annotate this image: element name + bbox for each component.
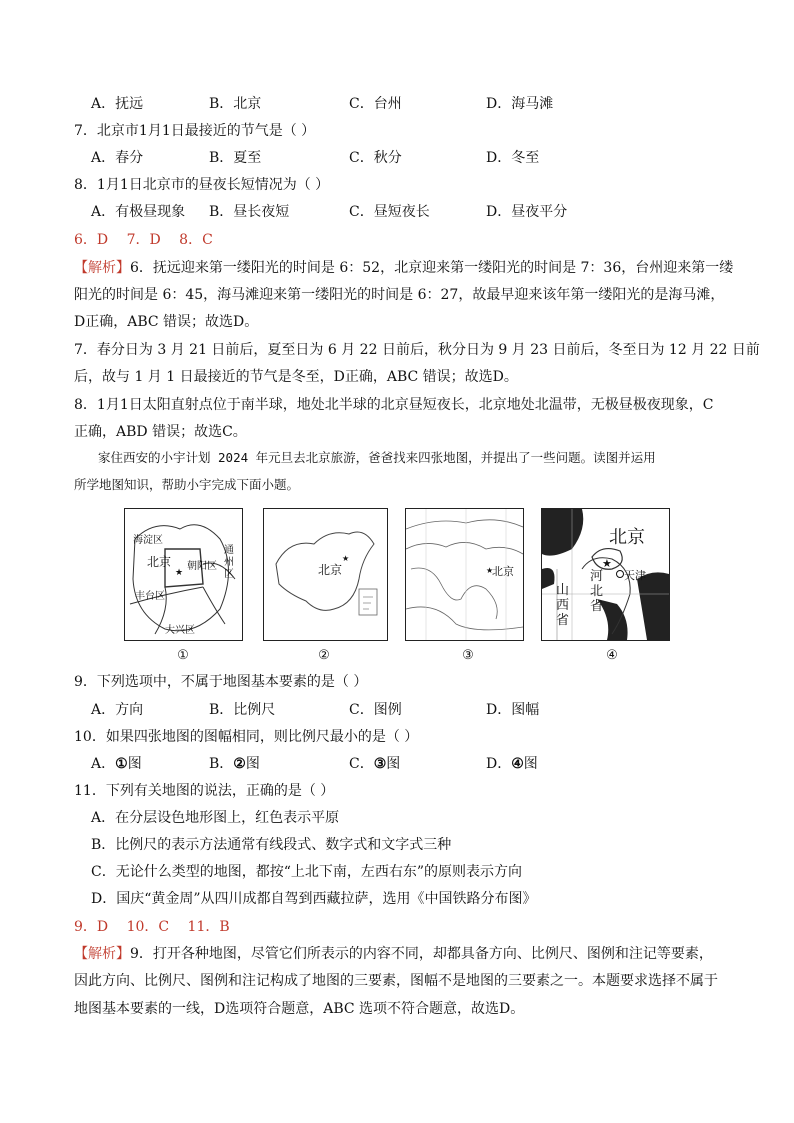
map-1-number: ①	[177, 648, 189, 663]
map-2-label-beijing: 北京	[318, 563, 343, 577]
q6-option-d: D．海马滩	[486, 96, 554, 112]
map-4-jingjinji	[541, 508, 670, 641]
q10-option-a: A．①图	[91, 756, 142, 772]
analysis-label: 【解析】	[74, 260, 130, 276]
passage-line2: 所学地图知识，帮助小宇完成下面小题。	[74, 477, 300, 492]
analysis-6-line3: D正确，ABC 错误；故选D。	[74, 314, 259, 330]
q8-option-a: A．有极昼现象	[91, 204, 186, 220]
map-3-asia	[405, 508, 524, 641]
map-1-beijing-districts	[124, 508, 243, 641]
q7-option-b: B．夏至	[209, 150, 262, 166]
map-4-tianjin-symbol	[617, 571, 624, 578]
passage-line1: 家住西安的小宇计划 2024 年元旦去北京旅游，爸爸找来四张地图，并提出了一些问题。读图并运用	[98, 450, 656, 465]
answers-9-11: 9．D 10．C 11．B	[74, 919, 230, 935]
q7-option-c: C．秋分	[349, 150, 402, 166]
analysis-7-line2: 后，故与 1 月 1 日最接近的节气是冬至，D正确，ABC 错误；故选D。	[74, 369, 518, 385]
q6-option-a: A．抚远	[91, 96, 144, 112]
map-2-number: ②	[318, 648, 330, 663]
q7-stem: 7．北京市1月1日最接近的节气是（ ）	[74, 123, 316, 139]
map-3-label-beijing: 北京	[492, 565, 514, 578]
q8-option-c: C．昼短夜长	[349, 204, 430, 220]
map-4-star: ★	[602, 557, 612, 570]
map-1-label-daxing: 大兴区	[165, 625, 195, 636]
analysis-9-line1: 【解析】9．打开各种地图，尽管它们所表示的内容不同，却都具备方向、比例尺、图例和注记等要素，	[74, 946, 713, 962]
map-4-label-shanxi: 山西省	[556, 583, 570, 628]
analysis-7-line1: 7．春分日为 3 月 21 日前后，夏至日为 6 月 22 日前后，秋分日为 9 月 23 日前后，冬至日为 12 月 22 日前	[74, 342, 760, 358]
analysis-9-label: 【解析】	[74, 946, 130, 962]
analysis-6-line1: 【解析】6．抚远迎来第一缕阳光的时间是 6：52，北京迎来第一缕阳光的时间是 7：36，台州迎来第一缕	[74, 260, 734, 276]
map-2-star: ★	[342, 554, 350, 563]
q6-option-b: B．北京	[209, 96, 262, 112]
q11-option-c: C．无论什么类型的地图，都按“上北下南，左西右东”的原则表示方向	[91, 864, 523, 880]
map-1-star: ★	[174, 568, 184, 578]
q11-stem: 11．下列有关地图的说法，正确的是（ ）	[74, 783, 335, 799]
q7-option-a: A．春分	[91, 150, 144, 166]
map-3-number: ③	[462, 648, 474, 663]
q8-option-d: D．昼夜平分	[486, 204, 568, 220]
q8-stem: 8．1月1日北京市的昼夜长短情况为（ ）	[74, 177, 330, 193]
map-1-label-haidian: 海淀区	[133, 535, 163, 546]
q9-option-c: C．图例	[349, 702, 402, 718]
map-2-china	[263, 508, 388, 641]
q6-option-c: C．台州	[349, 96, 402, 112]
q10-stem: 10．如果四张地图的图幅相同，则比例尺最小的是（ ）	[74, 729, 419, 745]
q11-option-b: B．比例尺的表示方法通常有线段式、数字式和文字式三种	[91, 837, 452, 853]
map-1-label-tongzhou: 通州区	[224, 545, 234, 580]
map-1-label-chaoyang: 朝阳区	[187, 561, 217, 572]
q11-option-a: A．在分层设色地形图上，红色表示平原	[91, 810, 340, 826]
q11-option-d: D．国庆“黄金周”从四川成都自驾到西藏拉萨，选用《中国铁路分布图》	[91, 891, 537, 907]
map-1-label-fengtai: 丰台区	[135, 591, 165, 602]
map-4-number: ④	[606, 648, 618, 663]
analysis-9-line2: 因此方向、比例尺、图例和注记构成了地图的三要素，图幅不是地图的三要素之一。本题要求选择不属于	[74, 973, 718, 989]
q9-option-d: D．图幅	[486, 702, 540, 718]
q10-option-b: B．②图	[209, 756, 260, 772]
analysis-8-line2: 正确，ABD 错误；故选C。	[74, 424, 247, 440]
map-4-label-tianjin: 天津	[624, 569, 646, 582]
analysis-6-line2: 阳光的时间是 6：45，海马滩迎来第一缕阳光的时间是 6：27，故最早迎来该年第一缕阳光的是海马滩，	[74, 287, 725, 303]
analysis-9-line3: 地图基本要素的一线，D选项符合题意，ABC 选项不符合题意，故选D。	[74, 1001, 525, 1017]
q9-stem: 9．下列选项中，不属于地图基本要素的是（ ）	[74, 674, 368, 690]
q8-option-b: B．昼长夜短	[209, 204, 290, 220]
q10-option-c: C．③图	[349, 756, 401, 772]
map-4-label-beijing: 北京	[609, 527, 645, 548]
answers-6-8: 6．D 7．D 8．C	[74, 232, 213, 248]
q9-option-a: A．方向	[91, 702, 144, 718]
map-1-label-beijing: 北京	[147, 555, 172, 569]
map-3-star: ★	[486, 566, 494, 575]
q10-option-d: D．④图	[486, 756, 538, 772]
q7-option-d: D．冬至	[486, 150, 540, 166]
analysis-8-line1: 8．1月1日太阳直射点位于南半球，地处北半球的北京昼短夜长，北京地处北温带，无极昼极夜现象，C	[74, 397, 714, 413]
q9-option-b: B．比例尺	[209, 702, 276, 718]
map-4-label-hebei: 河北省	[590, 569, 604, 614]
